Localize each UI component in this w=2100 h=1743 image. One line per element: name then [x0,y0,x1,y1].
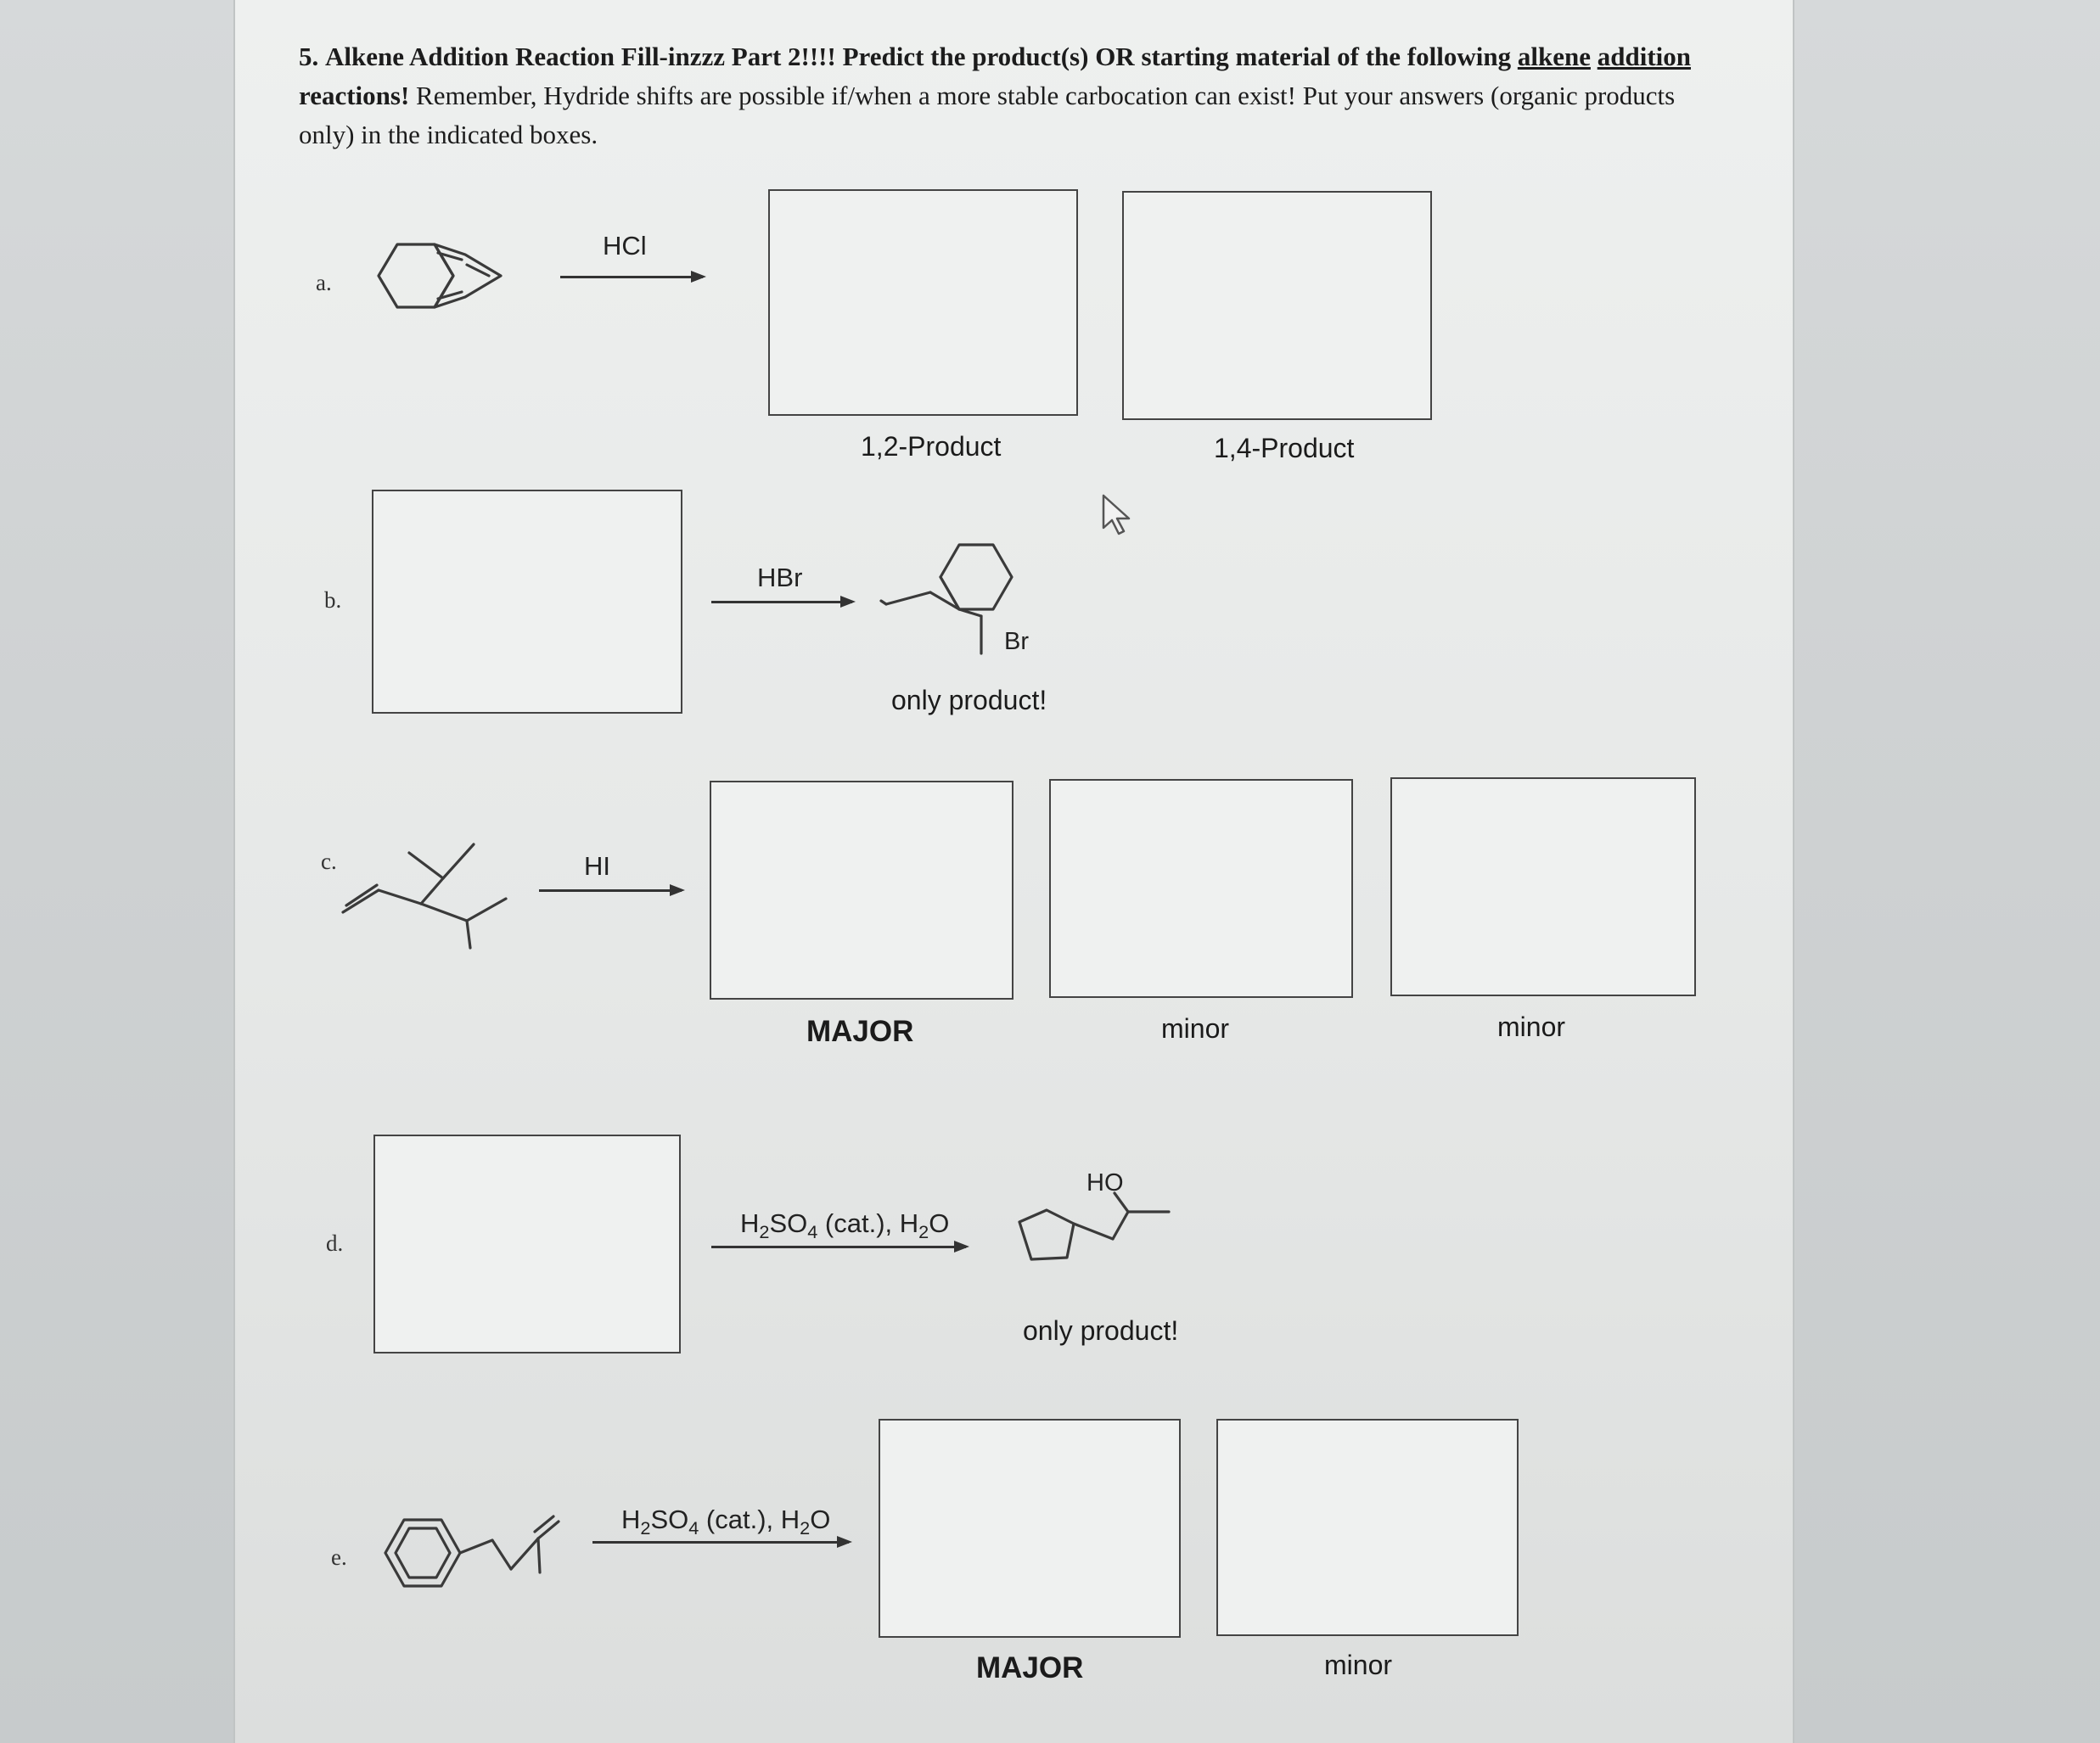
part-a-caption-1-2: 1,2-Product [861,431,1002,462]
part-b-product-structure [874,535,1019,662]
part-a-answer-box-1-2[interactable] [768,189,1078,416]
part-c-answer-box-minor-2[interactable] [1390,777,1696,996]
part-c-label: c. [321,849,337,874]
part-a-caption-1-4: 1,4-Product [1214,433,1355,463]
part-e-caption-minor: minor [1324,1650,1393,1680]
mouse-pointer-icon [1102,494,1136,536]
part-b-answer-box[interactable] [372,490,682,714]
part-d-note: only product! [1023,1315,1179,1346]
part-b-note: only product! [891,685,1047,715]
part-d-arrow [711,1246,966,1248]
part-a-arrow [560,276,703,278]
part-c-answer-box-major[interactable] [710,781,1014,1000]
part-c-alkene-structure [340,836,526,950]
part-a-label: a. [316,270,332,295]
part-e-arrow [592,1541,849,1544]
part-c-caption-minor-1: minor [1161,1013,1230,1044]
part-e-answer-box-major[interactable] [879,1419,1181,1638]
part-e-reagent: $H_2SO_4$ (cat.), $H_2O$ [621,1505,831,1539]
part-d-answer-box[interactable] [373,1135,681,1353]
part-c-answer-box-minor-1[interactable] [1049,779,1353,998]
part-d-product-structure [1014,1188,1184,1281]
part-b-bromine-label: Br [1004,628,1029,655]
part-a-bicyclic-diene-structure [373,238,509,314]
question-instructions: Remember, Hydride shifts are possible if/when a more stable carbocation can exist! Put your answers (organic products only) in the indicated boxes. [299,81,1676,149]
addition-link: addition [1597,42,1691,71]
part-d-label: d. [326,1230,344,1256]
part-c-reagent: HI [584,851,610,881]
part-e-label: e. [331,1544,347,1570]
part-b-arrow [711,601,852,603]
question-number: 5. [299,42,319,71]
part-a-reagent: HCl [603,231,647,261]
part-b-label: b. [324,587,342,613]
part-e-answer-box-minor[interactable] [1216,1419,1519,1636]
part-e-caption-major: MAJOR [976,1651,1084,1684]
question-heading [299,37,1725,154]
part-d-hydroxyl-label: HO [1086,1169,1124,1197]
part-a-answer-box-1-4[interactable] [1122,191,1432,420]
part-c-caption-major: MAJOR [806,1015,914,1048]
part-d-reagent: $H_2SO_4$ (cat.), $H_2O$ [740,1208,950,1243]
part-b-reagent: HBr [757,563,803,592]
alkene-link: alkene [1517,42,1591,71]
part-e-styrene-derivative-structure [382,1506,560,1600]
part-c-arrow [539,889,682,892]
question-title: Alkene Addition Reaction Fill-inzzz Part 2!!!! Predict the product(s) OR starting material of the following [325,42,1512,71]
reactions-word: reactions! [299,81,410,110]
part-c-caption-minor-2: minor [1497,1012,1566,1042]
